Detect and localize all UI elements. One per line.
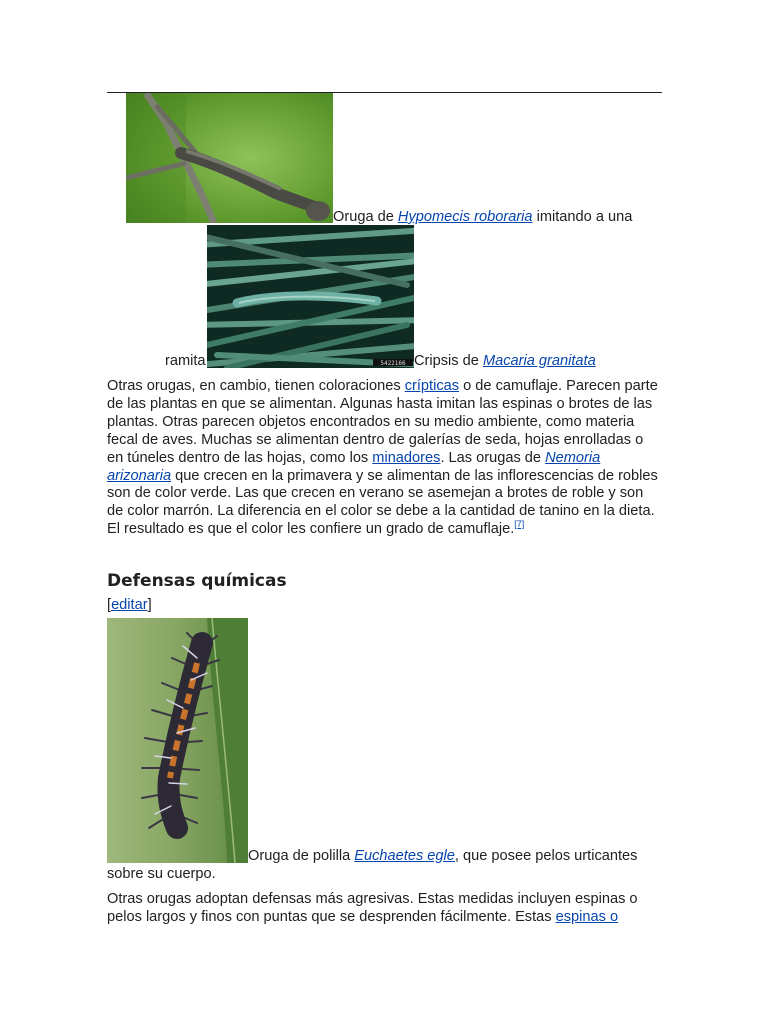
paragraph-aggressive-defenses: Otras orugas adoptan defensas más agresivas. Estas medidas incluyen espinas o pelos largos y finos con puntas que se desprenden fácilmente. Estas espinas o xyxy=(107,891,638,925)
nemoria-arizonaria-link[interactable]: Nemoria arizonaria xyxy=(107,449,601,484)
paragraph-cryptic-coloration: Otras orugas, en cambio, tienen coloraciones crípticas o de camuflaje. Parecen parte de las plantas en que se alimentan. Algunas hasta imitan las espinas o brotes de las plantas. Otras parecen objetos encontrados en su medio ambiente, como materia fecal de aves. Muchas se alimentan dentro de galerías de seda, hojas enrolladas o en túneles dentro de las hojas, como los minadores. Las orugas de Nemoria arizonaria que crecen en la primavera y se alimentan de las inflorescencias de robles son de color verde. Las que crecen en verano se asemejan a brotes de roble y son de color marrón. La diferencia en el color se debe a la cantidad de tanino en la dieta. El resultado es que el color les confiere un grado de camuflaje.[7] xyxy=(107,378,658,538)
edit-section: [editar] xyxy=(107,597,152,613)
edit-link[interactable]: editar xyxy=(111,597,148,613)
euchaetes-egle-photo[interactable] xyxy=(107,618,248,863)
cripticas-link[interactable]: crípticas xyxy=(404,378,460,394)
figure-3-caption-wrap: sobre su cuerpo. xyxy=(107,866,216,882)
macaria-granitata-link[interactable]: Macaria granitata xyxy=(482,353,596,369)
figure-1-caption-wrap: ramita xyxy=(165,353,206,369)
macaria-granitata-photo[interactable] xyxy=(207,225,414,368)
figure-1-caption: Oruga de Hypomecis roboraria imitando a una xyxy=(333,209,633,225)
minadores-link[interactable]: minadores xyxy=(372,449,441,466)
reference-7-link[interactable]: [7] xyxy=(514,519,525,530)
euchaetes-egle-link[interactable]: Euchaetes egle xyxy=(354,848,455,864)
figure-2-caption: Cripsis de Macaria granitata xyxy=(414,353,596,369)
image-stamp: 5422166 xyxy=(380,360,406,367)
hypomecis-roboraria-photo[interactable] xyxy=(126,93,333,223)
hypomecis-roboraria-link[interactable]: Hypomecis roboraria xyxy=(397,209,533,225)
figure-3-caption: Oruga de polilla Euchaetes egle, que posee pelos urticantes xyxy=(248,848,638,864)
section-heading-defensas-quimicas: Defensas químicas xyxy=(107,571,287,591)
espinas-link[interactable]: espinas o xyxy=(555,908,619,925)
